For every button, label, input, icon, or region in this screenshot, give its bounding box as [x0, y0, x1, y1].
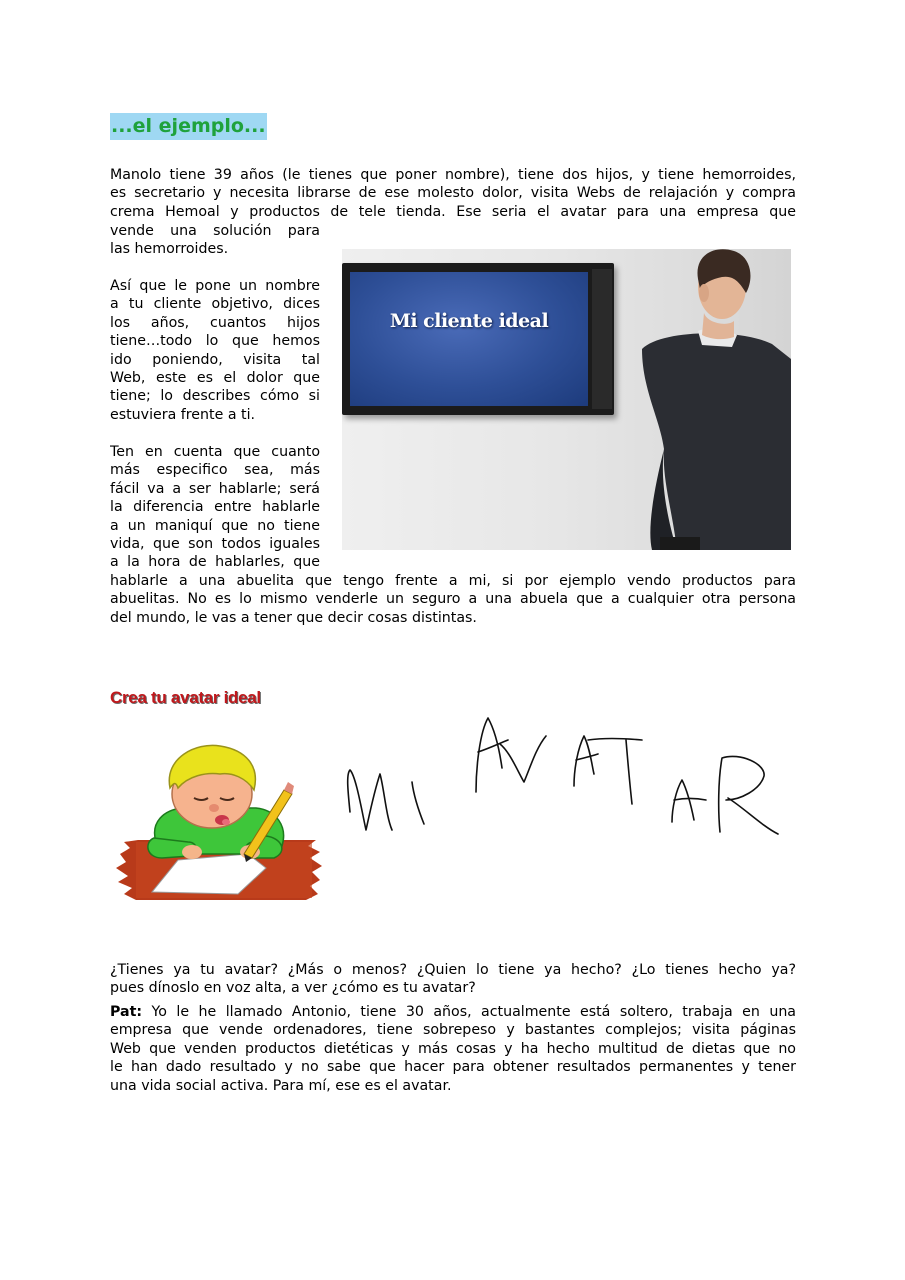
text-line: Así que le pone un nombre: [110, 278, 320, 294]
boy-writing-illustration: [116, 742, 324, 904]
paragraph-nombre: [110, 277, 320, 424]
paragraph-manolo-continued: [110, 222, 320, 259]
text-line: empresa que vende ordenadores, tiene sobrepeso y bastantes complejos; visita páginas: [110, 1022, 796, 1039]
text-line: ¿Tienes ya tu avatar? ¿Más o menos? ¿Quien lo tiene ya hecho? ¿Lo tienes hecho ya?: [110, 962, 796, 978]
text-line: es secretario y necesita librarse de ese molesto dolor, visita Webs de relajación y compra: [110, 185, 796, 202]
paragraph-pat: [110, 1003, 796, 1095]
text-line: Web, este es el dolor que: [110, 370, 320, 387]
text-line: Web que venden productos dietéticas y más cosas y ha hecho multitud de dietas que no: [110, 1040, 796, 1057]
text-line: a un maniquí que no tiene: [110, 517, 320, 534]
pat-first-line: Yo le he llamado Antonio, tiene 30 años, actualmente está soltero, trabaja en una: [151, 1004, 796, 1020]
text-line: vida, que son todos iguales: [110, 536, 320, 553]
text-line: tiene…todo lo que hemos: [110, 333, 320, 350]
text-line: [110, 1003, 796, 1021]
text-line: tiene; lo describes cómo si: [110, 388, 320, 405]
text-line: una vida social activa. Para mí, ese es el avatar.: [110, 1077, 452, 1094]
text-line: hablarle a una abuelita que tengo frente a mi, si por ejemplo vendo productos para: [110, 573, 796, 589]
handwritten-mi-avatar: [340, 712, 785, 852]
businessman-figure: [342, 249, 791, 550]
section-heading-example: ...el ejemplo...: [110, 113, 267, 140]
tv-screen-text: Mi cliente ideal: [389, 310, 549, 332]
text-line: pues dínoslo en voz alta, a ver ¿cómo es tu avatar?: [110, 980, 476, 997]
paragraph-pregunta: [110, 961, 796, 998]
text-line: la diferencia entre hablarle: [110, 499, 320, 516]
text-line: vende una solución para: [110, 223, 320, 239]
text-line: Manolo tiene 39 años (le tienes que poner nombre), tiene dos hijos, y tiene hemorroides,: [110, 167, 796, 183]
text-line: a tu cliente objetivo, dices: [110, 296, 320, 313]
text-line: fácil va a ser hablarle; será: [110, 480, 320, 497]
paragraph-especifico-continued: [110, 572, 796, 627]
text-line: ido poniendo, visita tal: [110, 351, 320, 368]
speaker-label: Pat:: [110, 1004, 143, 1020]
paragraph-manolo: [110, 166, 796, 221]
text-line: del mundo, le vas a tener que decir cosas distintas.: [110, 609, 477, 626]
photo-cliente-ideal: [342, 249, 791, 550]
text-line: a la hora de hablarles, que: [110, 554, 320, 571]
text-line: le han dado resultado y no sabe que hacer para obtener resultados permanentes y tener: [110, 1059, 796, 1076]
text-line: crema Hemoal y productos de tele tienda. Ese seria el avatar para una empresa que: [110, 203, 796, 220]
section-heading-avatar: Crea tu avatar ideal: [110, 688, 261, 707]
text-line: más especifico sea, más: [110, 462, 320, 479]
text-line: estuviera frente a ti.: [110, 406, 256, 423]
text-line: Ten en cuenta que cuanto: [110, 444, 320, 460]
paragraph-especifico: [110, 443, 320, 572]
text-line: abuelitas. No es lo mismo venderle un seguro a una abuela que a cualquier otra persona: [110, 591, 796, 608]
text-line: los años, cuantos hijos: [110, 314, 320, 331]
text-line: las hemorroides.: [110, 241, 229, 258]
